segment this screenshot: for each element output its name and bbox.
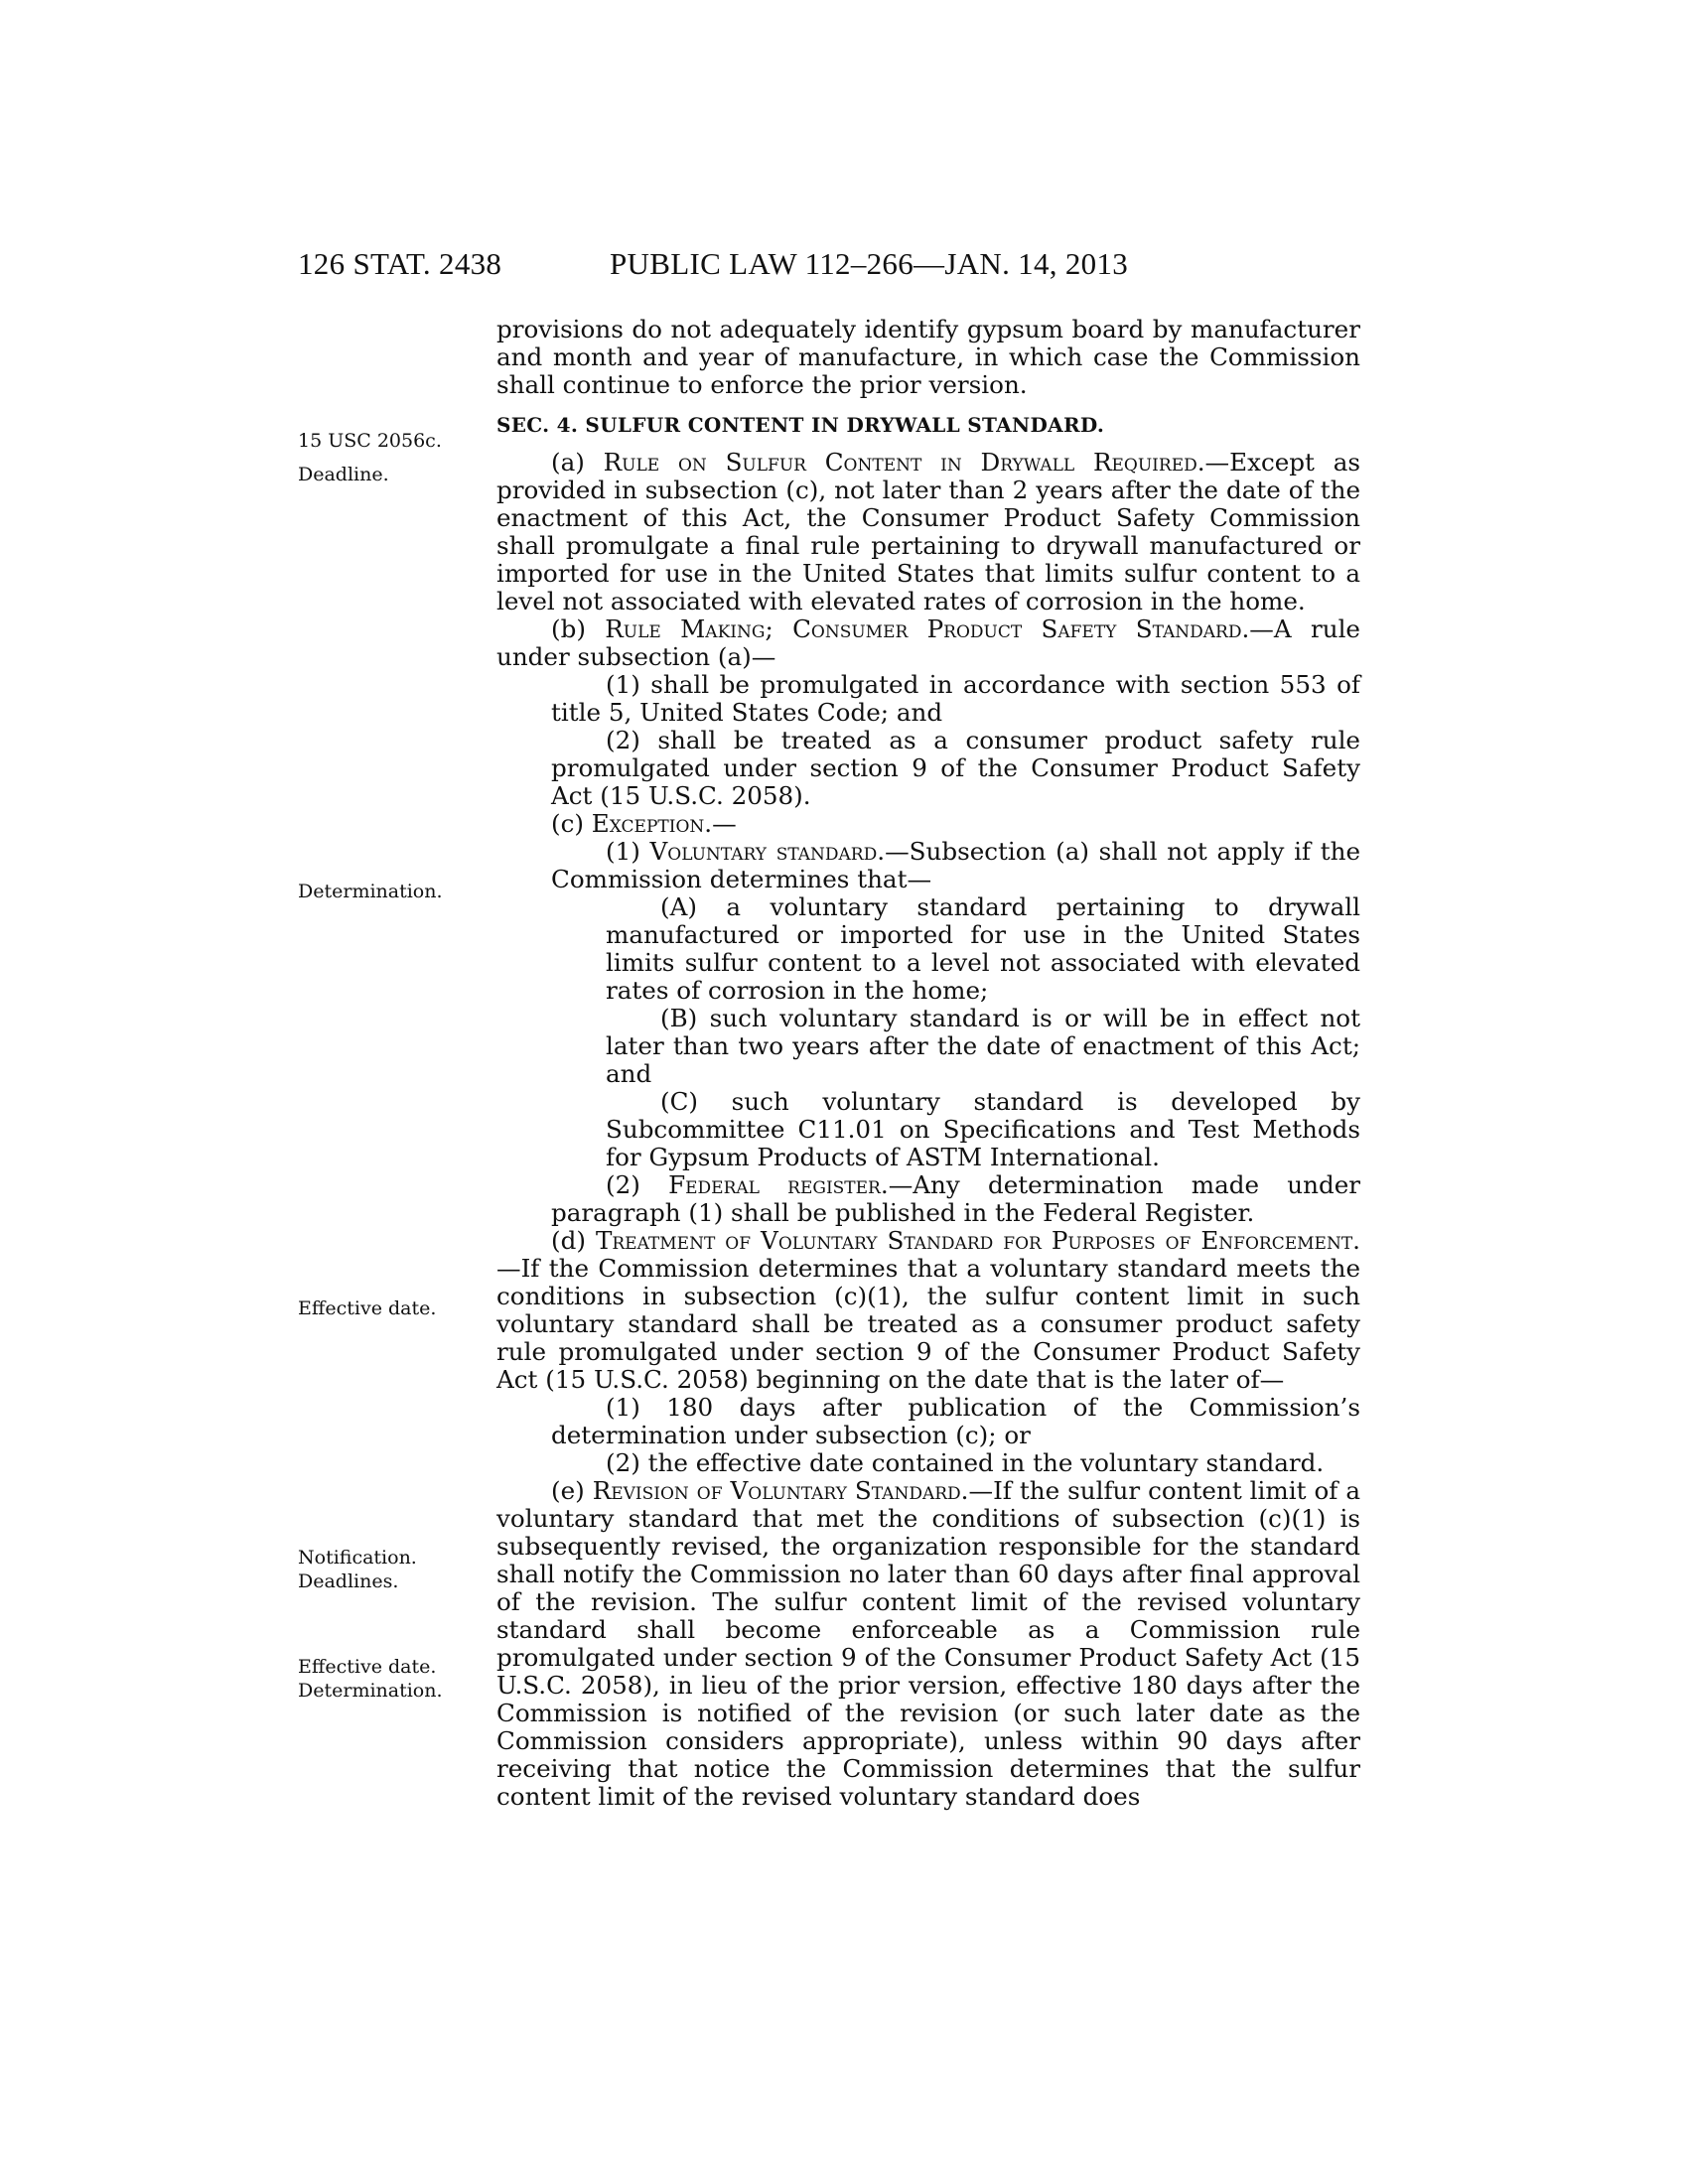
paragraph-1-heading: Voluntary standard. <box>649 837 886 866</box>
subsection-b-paragraph-1: (1) shall be promulgated in accordance with section 553 of title 5, United States Code; and <box>551 670 1360 727</box>
subsection-c-paragraph-1: (1) Voluntary standard.—Subsection (a) shall not apply if the Commission determines that— <box>551 837 1361 893</box>
subsection-a-heading: Rule on Sulfur Content in Drywall Required. <box>603 448 1205 477</box>
subparagraph-a: (A) a voluntary standard pertaining to drywall manufactured or imported for use in the United States limits sulfur content to a level not associated with elevated rates of corrosion in the home; <box>606 892 1360 1005</box>
subsection-b: (b) Rule Making; Consumer Product Safety Standard.—A rule under subsection (a)— <box>496 614 1360 671</box>
page-number: 126 STAT. 2438 <box>298 246 502 281</box>
margin-note-effective-date: Effective date. <box>298 1297 437 1319</box>
margin-note-deadlines: Deadlines. <box>298 1570 399 1592</box>
subsection-c-paragraph-2: (2) Federal register.—Any determination made under paragraph (1) shall be published in the Federal Register. <box>551 1170 1361 1227</box>
subsection-e-heading: Revision of Voluntary Standard. <box>592 1476 969 1505</box>
margin-note-usc: 15 USC 2056c. <box>298 430 442 452</box>
section-heading: SEC. 4. SULFUR CONTENT IN DRYWALL STANDARD. <box>496 413 1105 437</box>
margin-note-deadline: Deadline. <box>298 464 389 485</box>
page-header <box>298 246 1390 286</box>
subsection-d-paragraph-1: (1) 180 days after publication of the Commission’s determination under subsection (c); or <box>551 1393 1360 1449</box>
paragraph-2-heading: Federal register. <box>668 1170 889 1199</box>
subsection-c: (c) Exception.— <box>551 809 737 838</box>
subsection-b-heading: Rule Making; Consumer Product Safety Standard. <box>605 614 1250 643</box>
margin-note-determination: Determination. <box>298 881 443 902</box>
continuation-paragraph: provisions do not adequately identify gypsum board by manufacturer and month and year of manufacture, in which case the Commission shall continue to enforce the prior version. <box>496 315 1360 399</box>
margin-note-determination-2: Determination. <box>298 1680 443 1702</box>
subsection-d-paragraph-2: (2) the effective date contained in the voluntary standard. <box>606 1448 1325 1477</box>
subsection-d-heading: Treatment of Voluntary Standard for Purposes of Enforcement. <box>595 1226 1360 1255</box>
subsection-b-paragraph-2: (2) shall be treated as a consumer product safety rule promulgated under section 9 of the Consumer Product Safety Act (15 U.S.C. 2058). <box>551 726 1360 810</box>
subsection-e: (e) Revision of Voluntary Standard.—If the sulfur content limit of a voluntary standard that met the conditions of subsection (c)(1) is subsequently revised, the organization responsible for the standard shall notify the Commission no later than 60 days after final approval of the revision. The sulfur content limit of the revised voluntary standard shall become enforceable as a Commission rule promulgated under section 9 of the Consumer Product Safety Act (15 U.S.C. 2058), in lieu of the prior version, effective 180 days after the Commission is notified of the revision (or such later date as the Commission considers appropriate), unless within 90 days after receiving that notice the Commission determines that the sulfur content limit of the revised voluntary standard does <box>496 1476 1360 1811</box>
subsection-d: (d) Treatment of Voluntary Standard for Purposes of Enforcement.—If the Commission determines that a voluntary standard meets the conditions in subsection (c)(1), the sulfur content limit in such voluntary standard shall be treated as a consumer product safety rule promulgated under section 9 of the Consumer Product Safety Act (15 U.S.C. 2058) beginning on the date that is the later of— <box>496 1226 1360 1394</box>
margin-note-effective-date-2: Effective date. <box>298 1656 437 1678</box>
margin-note-notification: Notification. <box>298 1547 417 1569</box>
statute-body <box>496 316 1360 1811</box>
subsection-c-heading: Exception. <box>591 809 713 838</box>
subparagraph-b: (B) such voluntary standard is or will be in effect not later than two years after the date of enactment of this Act; and <box>606 1004 1360 1088</box>
subsection-a: (a) Rule on Sulfur Content in Drywall Required.—Except as provided in subsection (c), not later than 2 years after the date of the enactment of this Act, the Consumer Product Safety Commission shall promulgate a final rule pertaining to drywall manufactured or imported for use in the United States that limits sulfur content to a level not associated with elevated rates of corrosion in the home. <box>496 448 1360 615</box>
running-title: PUBLIC LAW 112–266—JAN. 14, 2013 <box>610 246 1129 281</box>
subparagraph-c: (C) such voluntary standard is developed by Subcommittee C11.01 on Specifications and Test Methods for Gypsum Products of ASTM International. <box>606 1087 1360 1171</box>
